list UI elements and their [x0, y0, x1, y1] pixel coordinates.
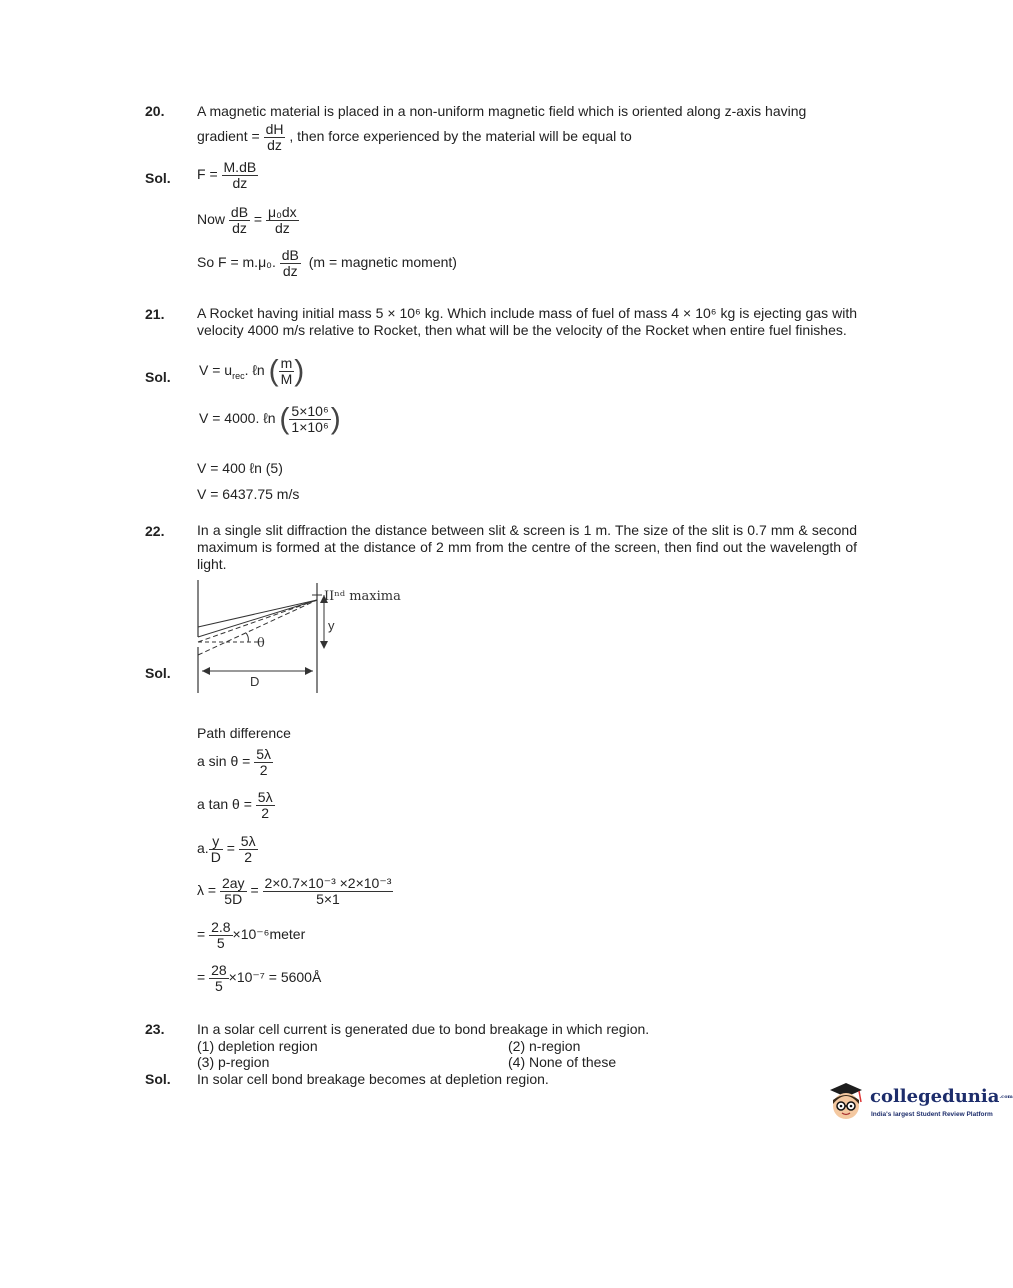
numerator: m	[280, 355, 293, 371]
numerator: μ₀dx	[268, 204, 297, 220]
right-paren: )	[330, 402, 341, 436]
equation-lhs: V = 4000. ℓn	[199, 410, 276, 427]
arrow-head-right	[305, 667, 313, 675]
fraction	[289, 404, 330, 435]
fraction	[209, 963, 229, 994]
solution-label: Sol.	[145, 665, 171, 681]
fraction	[266, 205, 299, 236]
denominator: dz	[282, 263, 298, 279]
equation-lambda	[197, 876, 393, 907]
option-3: (3) p-region	[197, 1054, 270, 1070]
option-2: (2) n-region	[508, 1038, 581, 1054]
equation-tail: ×10⁻⁷ = 5600Å	[228, 969, 322, 986]
left-paren: (	[268, 354, 279, 388]
y-label: y	[328, 618, 335, 633]
equals-sign: =	[226, 840, 235, 857]
numerator: 5λ	[257, 789, 273, 805]
fraction	[256, 790, 275, 821]
fraction	[254, 747, 273, 778]
numerator: 28	[211, 962, 227, 978]
equation-lhs: V = u	[199, 362, 233, 379]
fraction	[209, 920, 232, 951]
fraction	[239, 834, 258, 865]
fraction	[222, 160, 259, 191]
arrow-head-down	[320, 641, 328, 649]
log-operator: . ℓn	[244, 362, 265, 379]
question-text: In a solar cell current is generated due to bond breakage in which region.	[197, 1021, 650, 1037]
equals-sign: =	[253, 211, 263, 228]
equation-note: (m = magnetic moment)	[308, 254, 457, 271]
logo-tagline: India's largest Student Review Platform	[871, 1111, 993, 1118]
equation-atan	[197, 790, 275, 821]
question-text: In a single slit diffraction the distance between slit & screen is 1 m. The size of the slit is 0.7 mm & second maximum is formed at the distance of 2 mm from the centre of the screen, then find out the wavelength of light.	[197, 522, 857, 572]
equation-lhs: F =	[197, 166, 218, 183]
question-text-tail: , then force experienced by the material will be equal to	[289, 128, 632, 145]
diffraction-diagram	[190, 575, 420, 695]
numerator: 5λ	[256, 746, 272, 762]
equation-ay-over-d	[197, 834, 258, 865]
left-paren: (	[279, 402, 290, 436]
numerator: 2×0.7×10⁻³ ×2×10⁻³	[264, 875, 392, 891]
solution-label: Sol.	[145, 369, 171, 385]
logo-name: collegedunia	[870, 1086, 1000, 1107]
logo-domain: .com	[999, 1094, 1013, 1100]
denominator: 5	[214, 978, 223, 994]
question-number: 22.	[145, 523, 165, 539]
option-1: (1) depletion region	[197, 1038, 318, 1054]
subscript: rec	[232, 371, 245, 381]
denominator: M	[280, 371, 293, 387]
fraction	[220, 876, 247, 907]
numerator: 5λ	[240, 833, 256, 849]
equation-asin	[197, 747, 273, 778]
denominator: dz	[232, 220, 247, 236]
gradient-label: gradient =	[197, 128, 260, 145]
denominator: dz	[232, 175, 248, 191]
solution-label: Sol.	[145, 1071, 171, 1087]
equals-sign: =	[250, 882, 259, 899]
maxima-label: IIⁿᵈ maxima	[324, 589, 401, 604]
equals-sign: =	[197, 969, 206, 986]
distance-label: D	[250, 674, 260, 689]
option-4: (4) None of these	[508, 1054, 617, 1070]
equation-lhs: Now	[197, 211, 226, 228]
collegedunia-logo[interactable]	[826, 1078, 1013, 1128]
path-difference-label: Path difference	[197, 725, 291, 741]
numerator: 2.8	[211, 919, 231, 935]
question-number: 20.	[145, 103, 165, 119]
theta-label: θ	[257, 636, 265, 651]
equation-lhs: a sin θ =	[197, 753, 251, 770]
solution-label: Sol.	[145, 170, 171, 186]
numerator: M.dB	[223, 159, 257, 175]
velocity-step: V = 400 ℓn (5)	[197, 460, 283, 476]
fraction	[280, 248, 301, 279]
denominator: 2	[244, 849, 253, 865]
numerator: dH	[265, 121, 284, 137]
arrow-head-left	[202, 667, 210, 675]
equation-lhs: a.	[197, 840, 209, 857]
velocity-result: V = 6437.75 m/s	[197, 486, 300, 502]
now-equation	[197, 205, 299, 236]
numerator: dB	[281, 247, 299, 263]
equals-sign: =	[197, 926, 206, 943]
denominator: 2	[261, 805, 270, 821]
denominator: 2	[259, 762, 268, 778]
ray-line	[198, 600, 317, 627]
fraction	[279, 356, 295, 387]
equation-tail: ×10⁻⁶meter	[232, 926, 306, 943]
fraction	[209, 834, 223, 865]
question-number: 23.	[145, 1021, 165, 1037]
ray-line	[198, 600, 317, 637]
angle-arc	[246, 633, 248, 642]
denominator: 5D	[224, 891, 243, 907]
denominator: dz	[274, 220, 290, 236]
so-equation	[197, 248, 457, 279]
velocity-substitution	[199, 404, 341, 435]
numerator: y	[209, 834, 223, 850]
denominator: D	[210, 849, 221, 865]
equation-step	[197, 920, 305, 951]
denominator: dz	[267, 137, 282, 153]
equation-result	[197, 963, 321, 994]
numerator: 5×10⁶	[291, 403, 329, 419]
denominator: 5	[216, 935, 225, 951]
denominator: 1×10⁶	[291, 419, 329, 435]
right-paren: )	[294, 354, 305, 388]
mascot-icon	[826, 1078, 868, 1126]
question-text: A Rocket having initial mass 5 × 10⁶ kg. Which include mass of fuel of mass 4 × 10⁶ kg is ejecting gas with velocity 4000 m/s relative to Rocket, then what will be the velocity of the Rocket when entire fuel finishes.	[197, 305, 857, 338]
question-number: 21.	[145, 306, 165, 322]
numerator: dB	[230, 204, 249, 220]
fraction	[264, 122, 286, 153]
numerator: 2ay	[221, 875, 245, 891]
equation-lhs: λ =	[197, 882, 217, 899]
denominator: 5×1	[316, 891, 340, 907]
question-text: A magnetic material is placed in a non-uniform magnetic field which is oriented along z-axis having	[197, 103, 807, 119]
velocity-formula	[199, 356, 304, 387]
equation-lhs: a tan θ =	[197, 796, 252, 813]
fraction	[229, 205, 250, 236]
solution-text: In solar cell bond breakage becomes at depletion region.	[197, 1071, 549, 1087]
force-equation	[197, 160, 258, 191]
equation-lhs: So F = m.μ₀.	[197, 254, 276, 271]
gradient-expression	[197, 122, 632, 153]
fraction	[263, 876, 394, 907]
